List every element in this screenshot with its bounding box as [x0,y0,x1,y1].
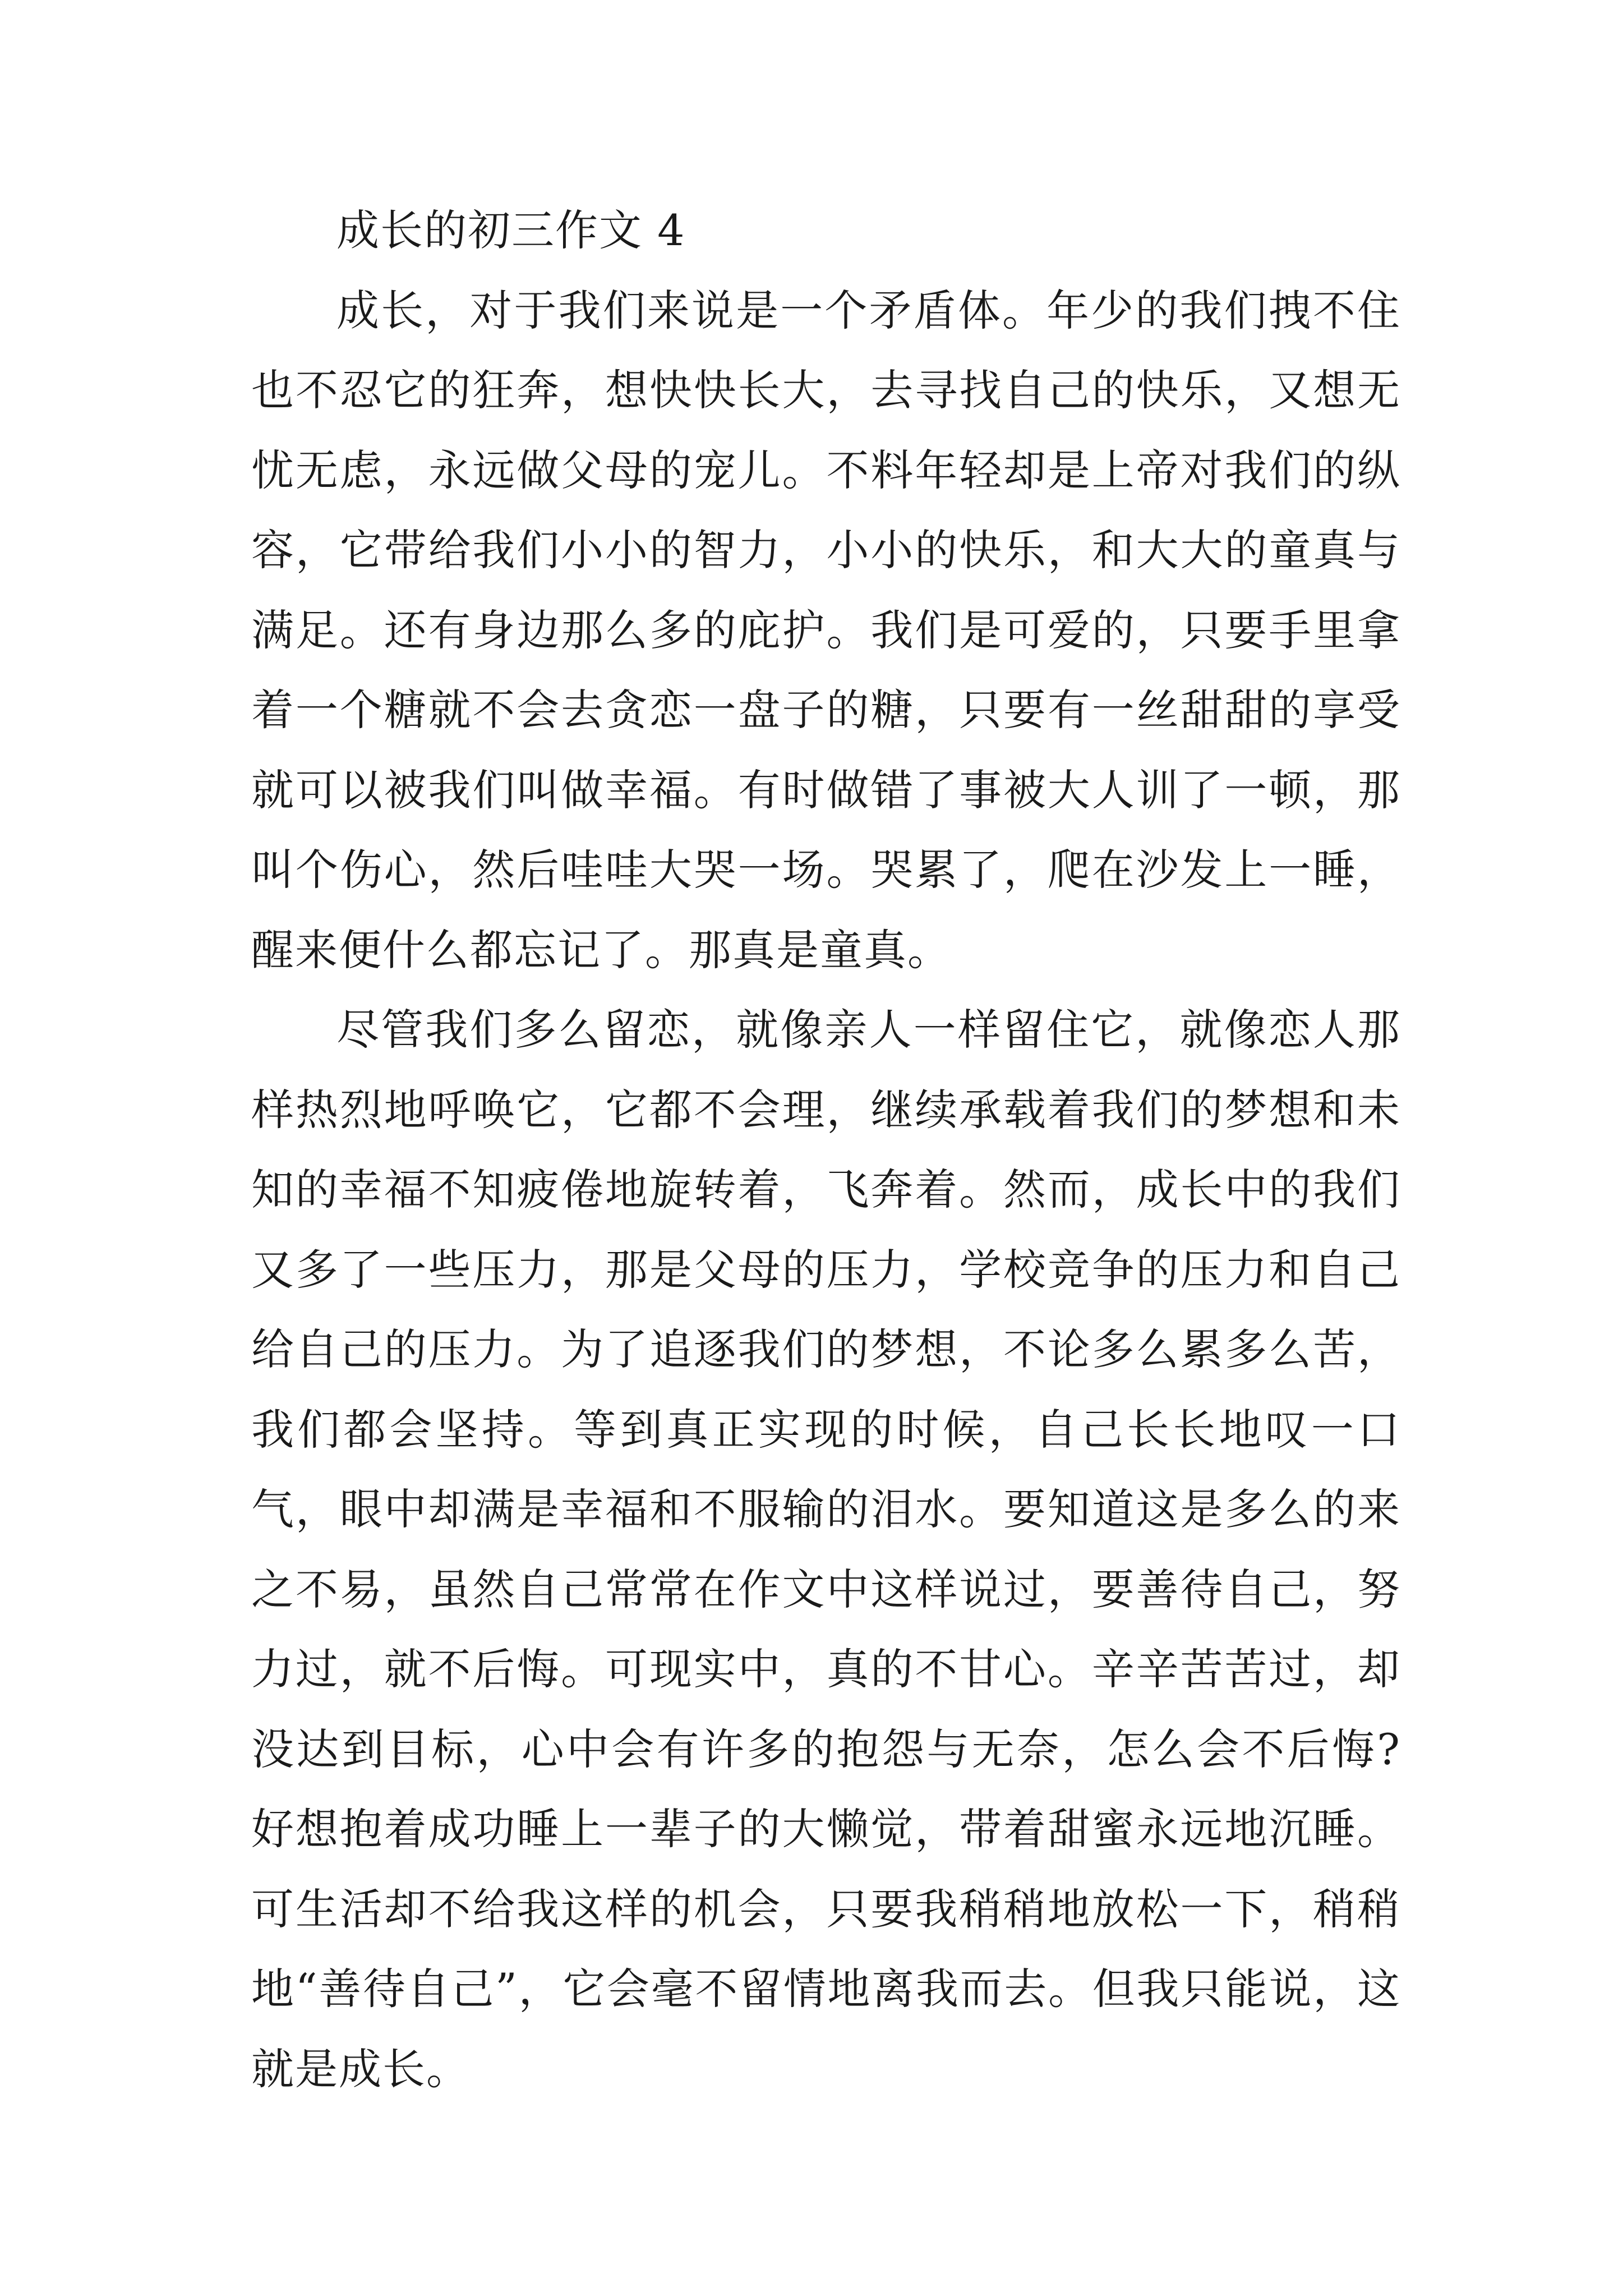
paragraph-2: 尽管我们多么留恋，就像亲人一样留住它，就像恋人那样热烈地呼唤它，它都不会理，继续承载着我们的梦想和未知的幸福不知疲倦地旋转着，飞奔着。然而，成长中的我们又多了一些压力，那是父母的压力，学校竞争的压力和自己给自己的压力。为了追逐我们的梦想，不论多么累多么苦，我们都会坚持。等到真正实现的时候，自己长长地叹一口气，眼中却满是幸福和不服输的泪水。要知道这是多么的来之不易，虽然自己常常在作文中这样说过，要善待自己，努力过，就不后悔。可现实中，真的不甘心。辛辛苦苦过，却没达到目标，心中会有许多的抱怨与无奈，怎么会不后悔?好想抱着成功睡上一辈子的大懒觉，带着甜蜜永远地沉睡。可生活却不给我这样的机会，只要我稍稍地放松一下，稍稍地“善待自己”，它会毫不留情地离我而去。但我只能说，这就是成长。 [251,1005,1401,2094]
document-title: 成长的初三作文 4 [336,205,686,255]
document-body [251,191,1401,2109]
paragraph-1: 成长，对于我们来说是一个矛盾体。年少的我们拽不住也不忍它的狂奔，想快快长大，去寻找自己的快乐，又想无忧无虑，永远做父母的宠儿。不料年轻却是上帝对我们的纵容，它带给我们小小的智力，小小的快乐，和大大的童真与满足。还有身边那么多的庇护。我们是可爱的，只要手里拿着一个糖就不会去贪恋一盘子的糖，只要有一丝甜甜的享受就可以被我们叫做幸福。有时做错了事被大人训了一顿，那叫个伤心，然后哇哇大哭一场。哭累了，爬在沙发上一睡，醒来便什么都忘记了。那真是童真。 [251,285,1401,975]
